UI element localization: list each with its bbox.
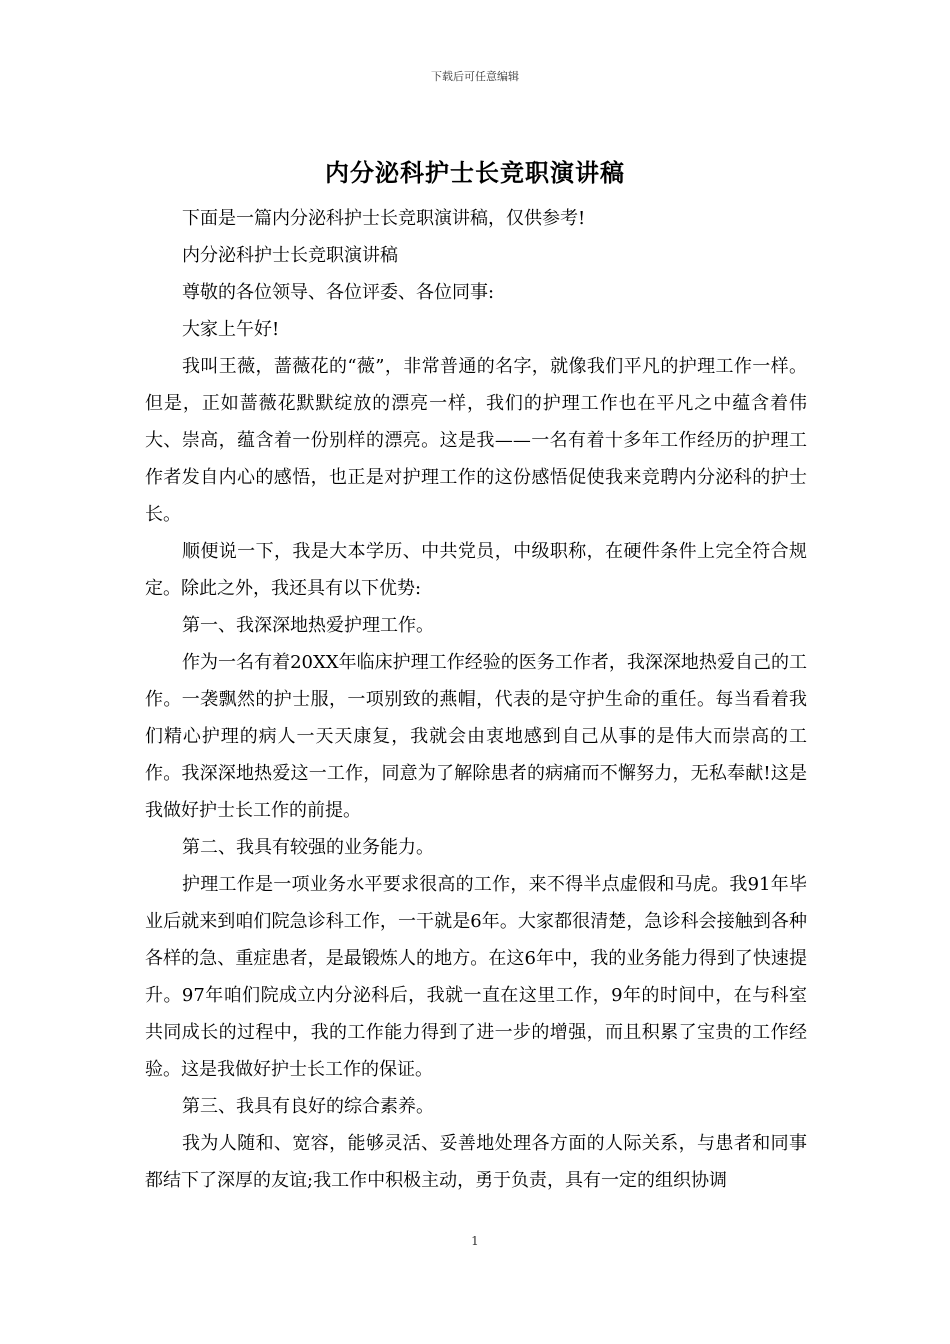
document-body [145, 200, 807, 1199]
paragraph-point-one-body: 作为一名有着20XX年临床护理工作经验的医务工作者，我深深地热爱自己的工作。一袭飘然的护士服，一项别致的燕帽，代表的是守护生命的重任。每当看着我们精心护理的病人一天天康复，我就会由衷地感到自己从事的是伟大而崇高的工作。我深深地热爱这一工作，同意为了解除患者的病痛而不懈努力，无私奉献!这是我做好护士长工作的前提。 [145, 652, 807, 821]
page-number: 1 [471, 1234, 479, 1248]
paragraph-point-one-heading: 第一、我深深地热爱护理工作。 [182, 615, 434, 636]
paragraph-qualifications: 顺便说一下，我是大本学历、中共党员，中级职称，在硬件条件上完全符合规定。除此之外，我还具有以下优势: [145, 541, 807, 599]
paragraph-self-intro: 我叫王薇，蔷薇花的“薇”，非常普通的名字，就像我们平凡的护理工作一样。但是，正如蔷薇花默默绽放的漂亮一样，我们的护理工作也在平凡之中蕴含着伟大、崇高，蕴含着一份别样的漂亮。这是我——一名有着十多年工作经历的护理工作者发自内心的感悟，也正是对护理工作的这份感悟促使我来竞聘内分泌科的护士长。 [145, 356, 807, 525]
paragraph-point-two-heading: 第二、我具有较强的业务能力。 [182, 837, 434, 858]
paragraph-subtitle: 内分泌科护士长竞职演讲稿 [182, 245, 398, 266]
paragraph-point-three-heading: 第三、我具有良好的综合素养。 [182, 1096, 434, 1117]
paragraph-intro: 下面是一篇内分泌科护士长竞职演讲稿，仅供参考! [182, 208, 586, 229]
paragraph-point-two-body: 护理工作是一项业务水平要求很高的工作，来不得半点虚假和马虎。我91年毕业后就来到咱们院急诊科工作，一干就是6年。大家都很清楚，急诊科会接触到各种各样的急、重症患者，是最锻炼人的地方。在这6年中，我的业务能力得到了快速提升。97年咱们院成立内分泌科后，我就一直在这里工作，9年的时间中，在与科室共同成长的过程中，我的工作能力得到了进一步的增强，而且积累了宝贵的工作经验。这是我做好护士长工作的保证。 [145, 874, 807, 1080]
paragraph-point-three-body: 我为人随和、宽容，能够灵活、妥善地处理各方面的人际关系，与患者和同事都结下了深厚的友谊;我工作中积极主动，勇于负责，具有一定的组织协调 [145, 1133, 807, 1191]
header-note: 下载后可任意编辑 [431, 70, 519, 83]
paragraph-salutation: 尊敬的各位领导、各位评委、各位同事: [182, 282, 495, 303]
paragraph-greeting: 大家上午好! [182, 319, 280, 340]
document-title: 内分泌科护士长竞职演讲稿 [325, 158, 625, 187]
